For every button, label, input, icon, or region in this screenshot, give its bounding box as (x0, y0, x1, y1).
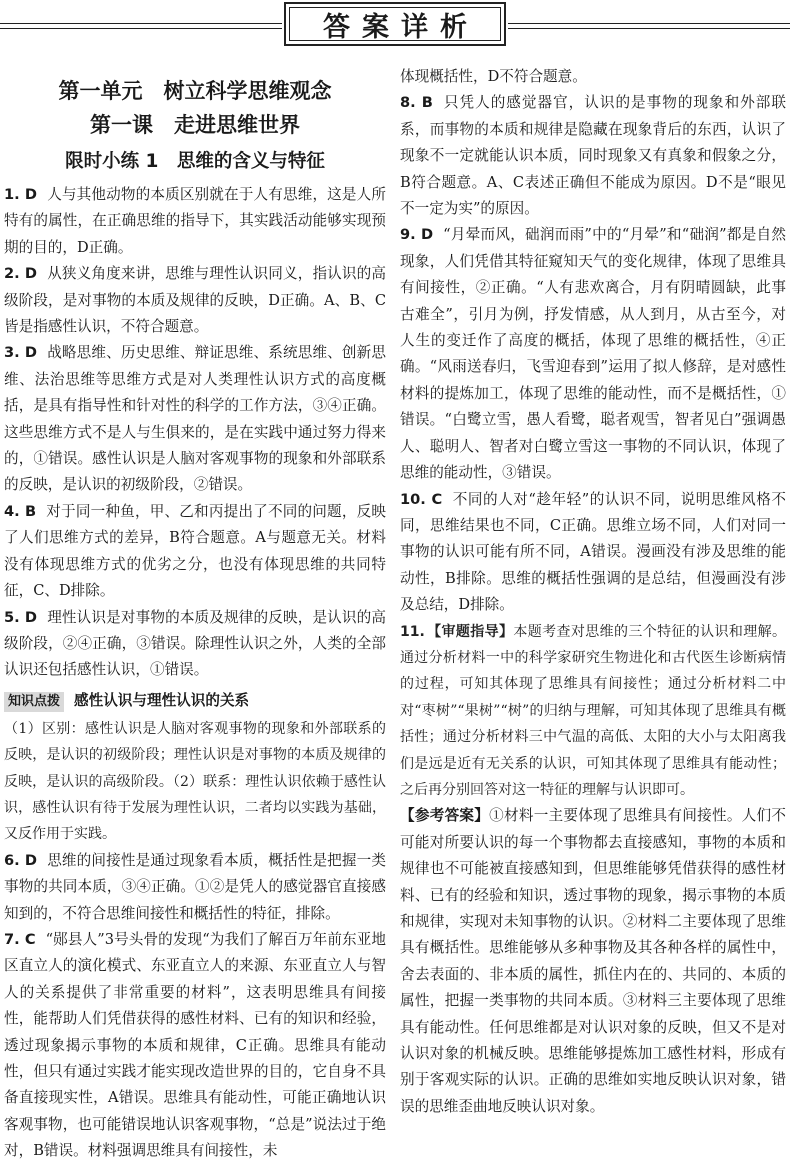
answer-text: 思维的间接性是通过现象看本质，概括性是把握一类事物的共同本质，③④正确。①②是凭人的感觉器官直接感知到的，不符合思维间接性和概括性的特征，排除。 (4, 851, 386, 922)
answer-text: 理性认识是对事物的本质及规律的反映，是认识的高级阶段，②④正确，③错误。除理性认识之外，人类的全部认识还包括感性认识，①错误。 (4, 608, 386, 679)
answer-item (4, 499, 386, 605)
answer-number: 3. D (4, 344, 38, 362)
header-rule-left (0, 23, 282, 29)
answer-text: 对于同一种鱼，甲、乙和丙提出了不同的问题，反映了人们思维方式的差异，B符合题意。A与题意无关。材料没有体现思维方式的优劣之分，也没有体现思维的共同特征，C、D排除。 (4, 502, 386, 600)
header-title-box (284, 2, 506, 46)
page-title: 答案详析 (323, 11, 479, 43)
answer-item (4, 261, 386, 340)
answer-text: ①材料一主要体现了思维具有间接性。人们不可能对所要认识的每一个事物都去直接感知，事物的本质和规律也不可能被直接感知到，但思维能够凭借获得的感性材料、已有的经验和知识，透过事物的现象，揭示事物的本质和规律，实现对未知事物的认识。②材料二主要体现了思维具有概括性。思维能够从多种事物及其各种各样的属性中，舍去表面的、非本质的属性，抓住内在的、共同的、本质的属性，把握一类事物的共同本质。③材料三主要体现了思维具有能动性。任何思维都是对认识对象的反映，但又不是对认识对象的机械反映。思维能够提炼加工感性材料，形成有别于客观实际的认识。正确的思维如实地反映认识对象，错误的思维歪曲地反映认识对象。 (400, 807, 786, 1115)
answer-text: 人与其他动物的本质区别就在于人有思维，这是人所特有的属性，在正确思维的指导下，其实践活动能够实现预期的目的，D正确。 (4, 186, 386, 256)
answer-item (4, 340, 386, 498)
guide-text: 本题考查对思维的三个特征的认识和理解。通过分析材料一中的科学家研究生物进化和古代医生诊断病情的过程，可知其体现了思维具有间接性；通过分析材料二中对“枣树”“果树”“树”的归纳与理解，可知其体现了思维具有概括性；通过分析材料三中气温的高低、太阳的大小与太阳离我们是远是近有无关系的认识，可知其体现了思维具有能动性；之后再分别回答对这一特征的理解与认识即可。 (400, 623, 787, 798)
answer-text: 从狭义角度来讲，思维与理性认识同义，指认识的高级阶段，是对事物的本质及规律的反映，D正确。A、B、C皆是指感性认识，不符合题意。 (4, 265, 386, 336)
answer-number: 5. D (4, 608, 38, 626)
right-column (400, 64, 786, 1120)
answer-item (4, 927, 386, 1165)
answer-text: “月晕而风，础润而雨”中的“月晕”和“础润”都是自然现象，人们凭借其特征窥知天气的变化规律，体现了思维具有间接性，②正确。“人有悲欢离合，月有阴晴圆缺，此事古难全”，引月为例，抒发情感，从人到月，从古至今，对人生的变迁作了高度的概括，体现了思维的概括性，④正确。“风雨送春归，飞雪迎春到”运用了拟人修辞，是对感性材料的提炼加工，体现了思维的能动性，而不是概括性，①错误。“白鹭立雪，愚人看鹭，聪者观雪，智者见白”强调愚人、聪明人、智者对白鹭立雪这一事物的不同认识，体现了思维的能动性，③错误。 (400, 226, 786, 482)
guide-paragraph (400, 619, 786, 804)
page-header (0, 0, 790, 50)
guide-label: 【审题指导】 (426, 623, 514, 640)
left-column (4, 70, 386, 1165)
header-rule-right (508, 23, 790, 29)
answer-item (4, 605, 386, 684)
answer-text: 不同的人对“趁年轻”的认识不同，说明思维风格不同，思维结果也不同，C正确。思维立场不同，人们对同一事物的认识可能有所不同，A错误。漫画没有涉及思维的能动性，B排除。思维的概括性强调的是总结，但漫画没有涉及总结，D排除。 (400, 490, 786, 614)
answer-text: 只凭人的感觉器官，认识的是事物的现象和外部联系，而事物的本质和规律是隐藏在现象背后的东西，认识了现象不一定就能认识本质，同时现象又有真象和假象之分，B符合题意。A、C表述正确但不能成为原因。D不是“眼见不一定为实”的原因。 (400, 94, 786, 218)
answer-number: 8. B (400, 94, 433, 112)
lesson-title: 第一课 走进思维世界 (90, 113, 300, 137)
answer-label: 【参考答案】 (400, 807, 490, 825)
answer-item (400, 487, 786, 619)
answer-item (4, 182, 386, 261)
answer-number: 10. C (400, 490, 443, 508)
continued-text: 体现概括性，D不符合题意。 (400, 68, 587, 85)
answer-number: 9. D (400, 226, 434, 244)
answer-number: 1. D (4, 186, 38, 203)
knowledge-tag: 知识点拨 (4, 692, 64, 712)
answer-number: 11. (400, 623, 425, 640)
answer-number: 6. D (4, 851, 38, 869)
answer-number: 7. C (4, 930, 36, 948)
unit-title: 第一单元 树立科学思维观念 (58, 79, 332, 103)
answer-number: 2. D (4, 265, 38, 283)
answer-item (400, 222, 786, 486)
answer-text: “郧县人”3号头骨的发现“为我们了解百万年前东亚地区直立人的演化模式、东亚直立人的来源、东亚直立人与智人的关系提供了非常重要的材料”，这表明思维具有间接性，能帮助人们凭借获得的感性材料、已有的知识和经验，透过现象揭示事物的本质和规律，C正确。思维具有能动性，但只有通过实践才能实现改造世界的目的，它自身不具备直接现实性，A错误。思维具有能动性，可能正确地认识客观事物，也可能错误地认识客观事物，“总是”说法过于绝对，B错误。材料强调思维具有间接性，未 (4, 930, 386, 1160)
reference-answer (400, 803, 786, 1120)
answer-text: 战略思维、历史思维、辩证思维、系统思维、创新思维、法治思维等思维方式是对人类理性认识方式的高度概括，是具有指导性和针对性的科学的工作方法，③④正确。这些思维方式不是人与生俱来的，是在实践中通过努力得来的，①错误。感性认识是人脑对客观事物的现象和外部联系的反映，是认识的初级阶段，②错误。 (4, 344, 386, 494)
knowledge-text: （1）区别：感性认识是人脑对客观事物的现象和外部联系的反映，是认识的初级阶段；理性认识是对事物的本质及规律的反映，是认识的高级阶段。（2）联系：理性认识依赖于感性认识，感性认识有待于发展为理性认识，二者均以实践为基础，又反作用于实践。 (4, 720, 386, 843)
drill-title: 限时小练 1 思维的含义与特征 (65, 151, 325, 172)
answer-item (4, 848, 386, 927)
knowledge-title: 感性认识与理性认识的关系 (74, 691, 250, 709)
answer-number: 4. B (4, 502, 37, 520)
knowledge-header (4, 687, 386, 714)
answer-item (400, 90, 786, 222)
